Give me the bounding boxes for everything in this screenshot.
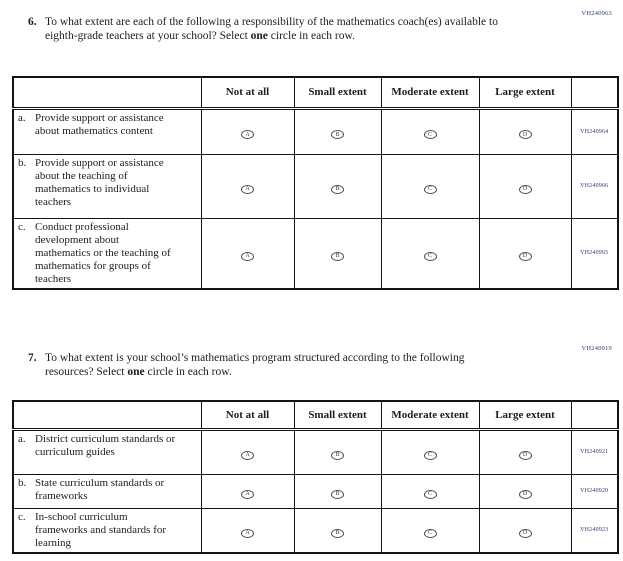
oval-letter: A — [245, 131, 250, 138]
answer-oval-moderate-extent[interactable] — [424, 252, 437, 261]
column-header-large-extent: Large extent — [479, 77, 571, 108]
option-cell — [381, 218, 479, 289]
answer-oval-not-at-all[interactable] — [241, 252, 254, 261]
option-cell — [201, 218, 294, 289]
row-label-cell — [13, 508, 201, 553]
oval-letter: D — [522, 452, 528, 458]
option-cell — [201, 429, 294, 474]
option-cell — [294, 429, 381, 474]
option-cell — [201, 474, 294, 508]
item-code: VH240964 — [571, 108, 618, 154]
table-row — [13, 508, 618, 553]
answer-oval-large-extent[interactable] — [519, 490, 532, 499]
answer-oval-not-at-all[interactable] — [241, 130, 254, 139]
answer-oval-not-at-all[interactable] — [241, 490, 254, 499]
option-cell — [479, 108, 571, 154]
row-label: Conduct professional development about mathematics or the teaching of mathematics for groups of teachers — [35, 220, 171, 285]
question-7-text-post: circle in each row. — [144, 365, 232, 378]
row-label: Provide support or assistance about the teaching of mathematics to individual teachers — [35, 156, 164, 208]
oval-letter: C — [427, 530, 432, 537]
row-label-cell — [13, 429, 201, 474]
answer-oval-small-extent[interactable] — [331, 529, 344, 538]
header-row — [13, 77, 618, 108]
answer-oval-small-extent[interactable] — [331, 490, 344, 499]
answer-oval-small-extent[interactable] — [331, 185, 344, 194]
row-label-cell — [13, 108, 201, 154]
row-letter: b. — [18, 476, 27, 489]
option-cell — [294, 218, 381, 289]
answer-oval-small-extent[interactable] — [331, 451, 344, 460]
oval-letter: B — [335, 186, 340, 192]
oval-letter: A — [245, 530, 250, 537]
answer-oval-large-extent[interactable] — [519, 529, 532, 538]
row-letter: c. — [18, 220, 26, 233]
table-row — [13, 154, 618, 218]
column-header-small-extent: Small extent — [294, 401, 381, 429]
oval-letter: D — [522, 186, 528, 192]
option-cell — [479, 429, 571, 474]
oval-letter: C — [427, 186, 432, 192]
question-7-text-bold: one — [127, 365, 145, 378]
question-6-text-bold: one — [250, 29, 268, 42]
question-6 — [28, 16, 508, 43]
empty-label-header-cell — [13, 77, 201, 108]
question-7-number: 7. — [28, 352, 37, 364]
item-code: VH240965 — [571, 218, 618, 289]
answer-oval-not-at-all[interactable] — [241, 185, 254, 194]
item-code: VH240920 — [571, 474, 618, 508]
item-code: VH240921 — [571, 429, 618, 474]
oval-letter: A — [245, 186, 250, 192]
option-cell — [381, 154, 479, 218]
question-6-text-pre: To what extent are each of the following a responsibility of the mathematics coach(es) available to eighth-grade teachers at your school? Select — [45, 16, 498, 42]
item-code: VH240966 — [571, 154, 618, 218]
table-row — [13, 218, 618, 289]
column-header-not-at-all: Not at all — [201, 77, 294, 108]
option-cell — [479, 154, 571, 218]
option-cell — [294, 474, 381, 508]
oval-letter: A — [245, 452, 250, 458]
answer-oval-large-extent[interactable] — [519, 130, 532, 139]
column-header-moderate-extent: Moderate extent — [381, 77, 479, 108]
answer-oval-large-extent[interactable] — [519, 451, 532, 460]
oval-letter: B — [335, 530, 340, 537]
option-cell — [294, 508, 381, 553]
oval-letter: C — [427, 131, 432, 138]
header-row — [13, 401, 618, 429]
item-code: VH240923 — [571, 508, 618, 553]
question-6-table — [12, 76, 619, 290]
option-cell — [381, 429, 479, 474]
question-7 — [28, 352, 508, 379]
oval-letter: A — [245, 253, 250, 259]
table-row — [13, 474, 618, 508]
table-row — [13, 429, 618, 474]
question-7-text-pre: To what extent is your school’s mathematics program structured according to the following resources? Select — [45, 352, 465, 378]
row-label: Provide support or assistance about mathematics content — [35, 111, 164, 137]
answer-oval-moderate-extent[interactable] — [424, 490, 437, 499]
answer-oval-large-extent[interactable] — [519, 185, 532, 194]
column-header-small-extent: Small extent — [294, 77, 381, 108]
column-header-moderate-extent: Moderate extent — [381, 401, 479, 429]
oval-letter: D — [522, 491, 528, 497]
option-cell — [381, 474, 479, 508]
row-letter: a. — [18, 432, 26, 445]
option-cell — [201, 108, 294, 154]
column-header-not-at-all: Not at all — [201, 401, 294, 429]
row-label-cell — [13, 218, 201, 289]
oval-letter: D — [522, 530, 528, 537]
oval-letter: C — [427, 452, 432, 458]
oval-letter: C — [427, 253, 432, 259]
question-6-text — [45, 16, 508, 43]
oval-letter: B — [335, 491, 340, 497]
option-cell — [294, 108, 381, 154]
option-cell — [294, 154, 381, 218]
question-7-table — [12, 400, 619, 554]
row-label-cell — [13, 154, 201, 218]
answer-oval-small-extent[interactable] — [331, 252, 344, 261]
table-row — [13, 108, 618, 154]
empty-label-header-cell — [13, 401, 201, 429]
row-label-cell — [13, 474, 201, 508]
question-6-code: VH240963 — [581, 10, 612, 17]
oval-letter: C — [427, 491, 432, 497]
answer-oval-small-extent[interactable] — [331, 130, 344, 139]
row-letter: a. — [18, 111, 26, 124]
answer-oval-not-at-all[interactable] — [241, 529, 254, 538]
answer-oval-large-extent[interactable] — [519, 252, 532, 261]
question-7-text — [45, 352, 508, 379]
option-cell — [381, 508, 479, 553]
oval-letter: A — [245, 491, 250, 497]
option-cell — [479, 474, 571, 508]
option-cell — [201, 154, 294, 218]
question-6-text-post: circle in each row. — [267, 29, 355, 42]
row-label: District curriculum standards or curriculum guides — [35, 432, 176, 458]
empty-code-header-cell — [571, 401, 618, 429]
option-cell — [479, 218, 571, 289]
row-letter: b. — [18, 156, 27, 169]
oval-letter: B — [335, 452, 340, 458]
empty-code-header-cell — [571, 77, 618, 108]
oval-letter: B — [335, 131, 340, 138]
column-header-large-extent: Large extent — [479, 401, 571, 429]
question-7-code: VH240919 — [581, 345, 612, 352]
answer-oval-moderate-extent[interactable] — [424, 130, 437, 139]
answer-oval-not-at-all[interactable] — [241, 451, 254, 460]
oval-letter: B — [335, 253, 340, 259]
answer-oval-moderate-extent[interactable] — [424, 451, 437, 460]
answer-oval-moderate-extent[interactable] — [424, 529, 437, 538]
oval-letter: D — [522, 131, 528, 138]
option-cell — [381, 108, 479, 154]
option-cell — [479, 508, 571, 553]
row-letter: c. — [18, 510, 26, 523]
row-label: In-school curriculum frameworks and standards for learning — [35, 510, 167, 549]
answer-oval-moderate-extent[interactable] — [424, 185, 437, 194]
option-cell — [201, 508, 294, 553]
row-label: State curriculum standards or frameworks — [35, 476, 165, 502]
oval-letter: D — [522, 253, 528, 259]
question-6-number: 6. — [28, 16, 37, 28]
